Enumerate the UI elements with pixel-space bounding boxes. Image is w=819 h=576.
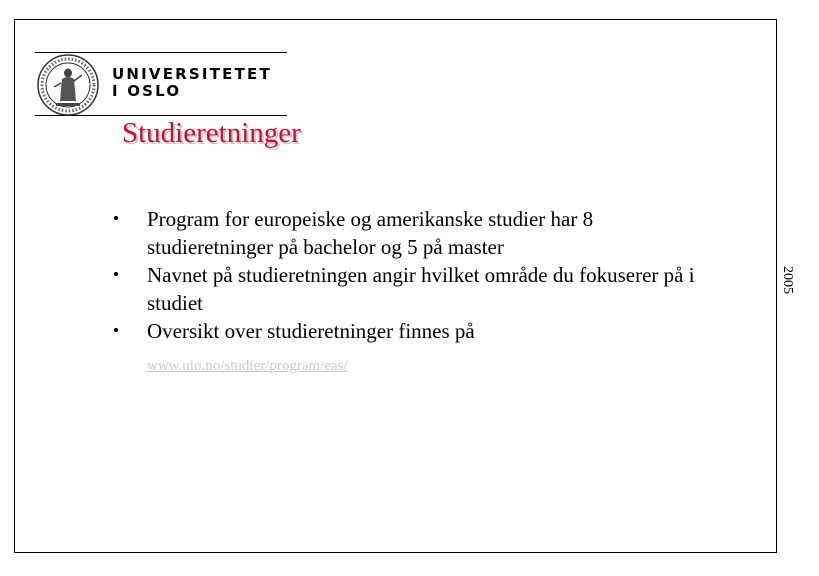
bullet-dot-icon xyxy=(114,216,118,220)
bullet-text: Oversikt over studieretninger finnes på xyxy=(147,319,475,343)
program-link[interactable]: www.uio.no/studier/program/eas/ xyxy=(147,358,348,374)
link-line xyxy=(147,349,724,380)
bullet-item xyxy=(114,317,724,380)
bullet-list xyxy=(114,205,724,380)
bullet-text: Navnet på studieretningen angir hvilket område du fokuserer på i studiet xyxy=(147,263,695,315)
university-logo-text xyxy=(112,66,272,100)
university-seal-icon xyxy=(34,53,102,117)
bullet-item xyxy=(114,205,724,261)
year-label: 2005 xyxy=(780,266,795,294)
bullet-dot-icon xyxy=(114,272,118,276)
bullet-dot-icon xyxy=(114,328,118,332)
bullet-text: Program for europeiske og amerikanske studier har 8 studieretninger på bachelor og 5 på master xyxy=(147,207,594,259)
logo-line-1: UNIVERSITETET xyxy=(112,65,272,83)
logo-line-2: I OSLO xyxy=(112,82,182,100)
bullet-item xyxy=(114,261,724,317)
slide-title: Studieretninger xyxy=(122,117,301,149)
